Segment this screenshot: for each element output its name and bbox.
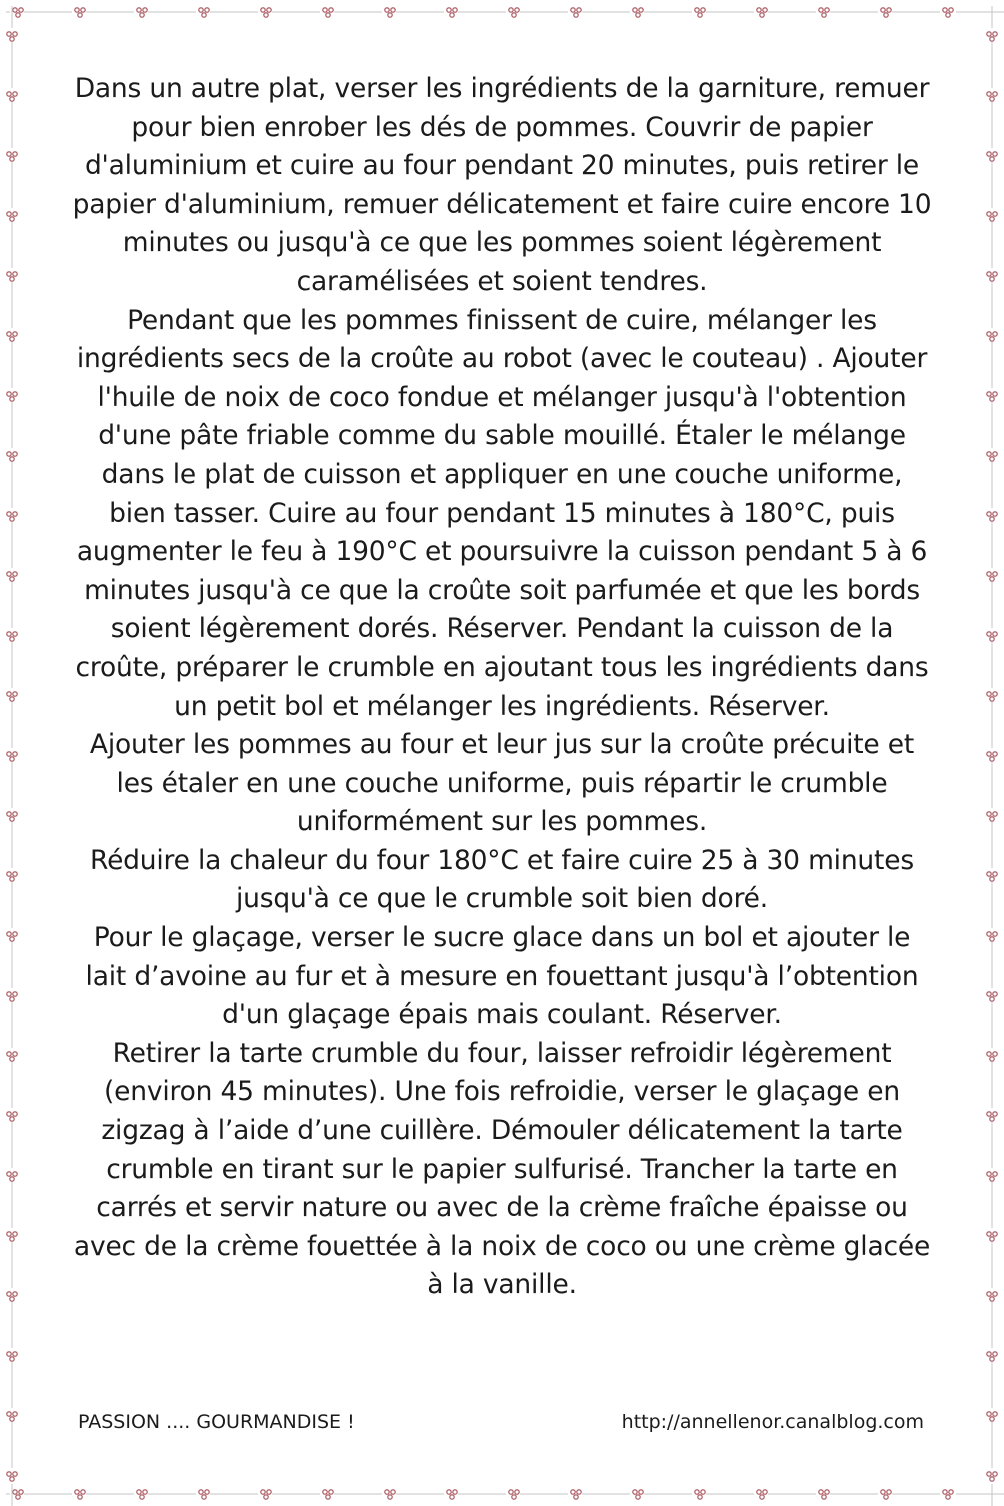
recipe-paragraph: Réduire la chaleur du four 180°C et faire cuire 25 à 30 minutes jusqu'à ce que le crumble soit bien doré.	[90, 844, 914, 915]
flower-icon	[75, 1490, 85, 1499]
flower-icon	[757, 1490, 767, 1499]
flower-icon	[987, 992, 997, 1001]
flower-icon	[7, 272, 17, 281]
recipe-paragraph: Pour le glaçage, verser le sucre glace dans un bol et ajouter le lait d’avoine au fur et à mesure en fouettant jusqu'à l’obtention d'un glaçage épais mais coulant. Réserver.	[85, 922, 919, 1031]
flower-icon	[7, 632, 17, 641]
flower-icon	[987, 1052, 997, 1061]
flower-icon	[987, 392, 997, 401]
flower-icon	[7, 1052, 17, 1061]
flower-icon	[447, 8, 457, 17]
flower-icon	[7, 332, 17, 341]
flower-icon	[447, 1490, 457, 1499]
flower-icon	[819, 8, 829, 17]
flower-icon	[509, 8, 519, 17]
flower-icon	[7, 692, 17, 701]
flower-icon	[987, 1112, 997, 1121]
flower-icon	[987, 1472, 997, 1481]
flower-icon	[7, 32, 17, 41]
flower-icon	[13, 8, 23, 17]
flower-icon	[695, 8, 705, 17]
flower-icon	[987, 1232, 997, 1241]
flower-icon	[987, 1292, 997, 1301]
footer-blog-url: http://annellenor.canalblog.com	[621, 1411, 924, 1433]
flower-icon	[987, 152, 997, 161]
flower-icon	[943, 1490, 953, 1499]
flower-icon	[7, 992, 17, 1001]
flower-icon	[987, 452, 997, 461]
flower-icon	[509, 1490, 519, 1499]
flower-icon	[7, 752, 17, 761]
flower-icon	[881, 8, 891, 17]
flower-icon	[75, 8, 85, 17]
recipe-paragraph: Ajouter les pommes au four et leur jus sur la croûte précuite et les étaler en une couche uniforme, puis répartir le crumble uniformément sur les pommes.	[89, 729, 915, 838]
flower-icon	[987, 1352, 997, 1361]
footer-blog-name: PASSION .... GOURMANDISE !	[78, 1411, 355, 1433]
flower-icon	[7, 1292, 17, 1301]
flower-icon	[987, 692, 997, 701]
flower-icon	[7, 392, 17, 401]
flower-icon	[695, 1490, 705, 1499]
recipe-paragraph: Retirer la tarte crumble du four, laisser refroidir légèrement (environ 45 minutes). Une fois refroidie, verser le glaçage en zigzag à l’aide d’une cuillère. Démouler délicatement la tarte crumble en tirant sur le papier sulfurisé. Trancher la tarte en carrés et servir nature ou avec de la crème fraîche épaisse ou avec de la crème fouettée à la noix de coco ou une crème glacée à la vanille.	[73, 1037, 931, 1301]
decorative-border-right	[980, 0, 1004, 1506]
flower-icon	[987, 932, 997, 941]
flower-icon	[987, 32, 997, 41]
flower-icon	[261, 8, 271, 17]
flower-icon	[7, 152, 17, 161]
flower-icon	[633, 1490, 643, 1499]
flower-icon	[987, 572, 997, 581]
flower-icon	[7, 1232, 17, 1241]
flower-icon	[633, 8, 643, 17]
decorative-border-bottom	[0, 1482, 1004, 1506]
flower-icon	[385, 1490, 395, 1499]
flower-icon	[987, 872, 997, 881]
recipe-paragraph: Dans un autre plat, verser les ingrédients de la garniture, remuer pour bien enrober les dés de pommes. Couvrir de papier d'aluminium et cuire au four pendant 20 minutes, puis retirer le papier d'aluminium, remuer délicatement et faire cuire encore 10 minutes ou jusqu'à ce que les pommes soient légèrement caramélisées et soient tendres.	[72, 73, 932, 297]
flower-icon	[7, 1352, 17, 1361]
flower-icon	[571, 8, 581, 17]
flower-icon	[987, 212, 997, 221]
flower-icon	[199, 1490, 209, 1499]
flower-icon	[7, 452, 17, 461]
flower-icon	[7, 1412, 17, 1421]
page-footer	[78, 1408, 924, 1436]
recipe-text-block	[70, 70, 934, 1305]
flower-icon	[7, 92, 17, 101]
flower-icon	[987, 1412, 997, 1421]
flower-icon	[7, 1172, 17, 1181]
flower-icon	[323, 8, 333, 17]
flower-icon	[13, 1490, 23, 1499]
flower-icon	[987, 512, 997, 521]
flower-icon	[987, 1172, 997, 1181]
flower-icon	[987, 92, 997, 101]
flower-icon	[7, 1112, 17, 1121]
flower-icon	[571, 1490, 581, 1499]
flower-icon	[199, 8, 209, 17]
flower-icon	[7, 212, 17, 221]
flower-icon	[323, 1490, 333, 1499]
flower-icon	[7, 1472, 17, 1481]
decorative-border-left	[0, 0, 24, 1506]
flower-icon	[137, 1490, 147, 1499]
flower-icon	[7, 932, 17, 941]
flower-icon	[881, 1490, 891, 1499]
flower-icon	[261, 1490, 271, 1499]
flower-icon	[987, 632, 997, 641]
flower-icon	[819, 1490, 829, 1499]
flower-icon	[987, 332, 997, 341]
flower-icon	[7, 572, 17, 581]
flower-icon	[7, 812, 17, 821]
recipe-paragraph: Pendant que les pommes finissent de cuire, mélanger les ingrédients secs de la croûte au robot (avec le couteau) . Ajouter l'huile de noix de coco fondue et mélanger jusqu'à l'obtention d'une pâte friable comme du sable mouillé. Étaler le mélange dans le plat de cuisson et appliquer en une couche uniforme, bien tasser. Cuire au four pendant 15 minutes à 180°C, puis augmenter le feu à 190°C et poursuivre la cuisson pendant 5 à 6 minutes jusqu'à ce que la croûte soit parfumée et que les bords soient légèrement dorés. Réserver. Pendant la cuisson de la croûte, préparer le crumble en ajoutant tous les ingrédients dans un petit bol et mélanger les ingrédients. Réserver.	[75, 304, 929, 722]
flower-icon	[987, 752, 997, 761]
flower-icon	[7, 872, 17, 881]
flower-icon	[7, 512, 17, 521]
flower-icon	[987, 812, 997, 821]
flower-icon	[757, 8, 767, 17]
decorative-border-top	[0, 0, 1004, 24]
flower-icon	[943, 8, 953, 17]
flower-icon	[385, 8, 395, 17]
flower-icon	[987, 272, 997, 281]
flower-icon	[137, 8, 147, 17]
